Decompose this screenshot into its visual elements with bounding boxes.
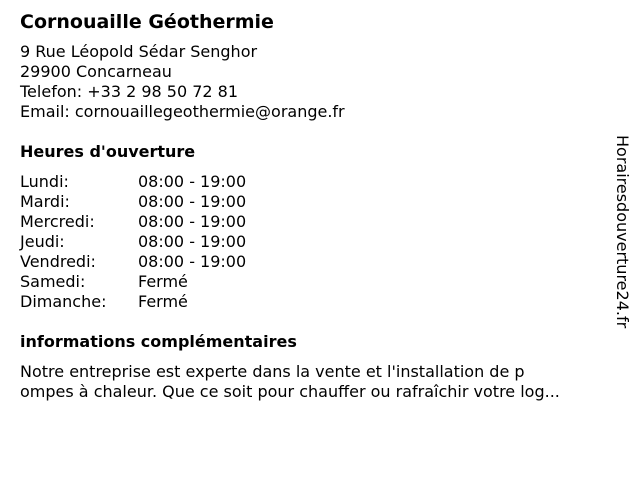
day-label: Lundi: bbox=[20, 172, 69, 191]
opening-hours-list bbox=[20, 172, 610, 312]
time-value: Fermé bbox=[138, 272, 188, 291]
business-name: Cornouaille Géothermie bbox=[20, 11, 274, 33]
day-label: Jeudi: bbox=[20, 232, 65, 251]
time-value: 08:00 - 19:00 bbox=[138, 232, 247, 251]
time-value: 08:00 - 19:00 bbox=[138, 252, 247, 271]
site-watermark: Horairesdouverture24.fr bbox=[613, 135, 632, 329]
time-value: Fermé bbox=[138, 292, 188, 311]
business-card bbox=[20, 10, 610, 402]
time-value: 08:00 - 19:00 bbox=[138, 172, 247, 191]
time-value: 08:00 - 19:00 bbox=[138, 212, 247, 231]
email-address: Email: cornouaillegeothermie@orange.fr bbox=[20, 102, 345, 121]
hours-row-sunday bbox=[20, 292, 610, 312]
hours-row-saturday bbox=[20, 272, 610, 292]
hours-row-friday bbox=[20, 252, 610, 272]
day-label: Dimanche: bbox=[20, 292, 107, 311]
hours-heading: Heures d'ouverture bbox=[20, 142, 196, 161]
phone-number: Telefon: +33 2 98 50 72 81 bbox=[20, 82, 239, 101]
description-line-2: ompes à chaleur. Que ce soit pour chauffer ou rafraîchir votre log... bbox=[20, 382, 560, 401]
hours-row-tuesday bbox=[20, 192, 610, 212]
description bbox=[20, 362, 610, 402]
street-address: 9 Rue Léopold Sédar Senghor bbox=[20, 42, 258, 61]
city-address: 29900 Concarneau bbox=[20, 62, 172, 81]
info-heading: informations complémentaires bbox=[20, 332, 297, 351]
hours-row-thursday bbox=[20, 232, 610, 252]
day-label: Samedi: bbox=[20, 272, 86, 291]
hours-row-wednesday bbox=[20, 212, 610, 232]
hours-row-monday bbox=[20, 172, 610, 192]
contact-block bbox=[20, 42, 610, 122]
time-value: 08:00 - 19:00 bbox=[138, 192, 247, 211]
day-label: Mardi: bbox=[20, 192, 70, 211]
description-line-1: Notre entreprise est experte dans la vente et l'installation de p bbox=[20, 362, 525, 381]
day-label: Mercredi: bbox=[20, 212, 95, 231]
day-label: Vendredi: bbox=[20, 252, 96, 271]
